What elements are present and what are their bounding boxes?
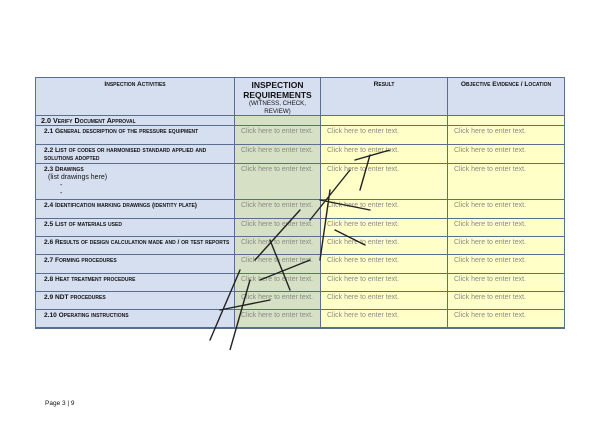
evidence-input[interactable]: Click here to enter text. bbox=[448, 310, 564, 328]
result-input[interactable]: Click here to enter text. bbox=[321, 310, 448, 328]
table-row bbox=[36, 292, 564, 310]
evidence-input[interactable]: Click here to enter text. bbox=[448, 145, 564, 164]
evidence-input[interactable]: Click here to enter text. bbox=[448, 126, 564, 145]
activity-cell bbox=[36, 292, 235, 310]
activity-title: 2.10 Operating instructions bbox=[44, 312, 129, 319]
requirements-input[interactable]: Click here to enter text. bbox=[235, 126, 321, 145]
header-requirements-title: INSPECTION REQUIREMENTS bbox=[243, 80, 312, 100]
requirements-input[interactable]: Click here to enter text. bbox=[235, 219, 321, 237]
activity-body: (list drawings here) bbox=[48, 174, 108, 181]
evidence-input[interactable]: Click here to enter text. bbox=[448, 219, 564, 237]
activity-title: 2.4 Identification marking drawings (identity plate) bbox=[44, 202, 197, 209]
evidence-input[interactable]: Click here to enter text. bbox=[448, 274, 564, 292]
header-inspection-requirements bbox=[235, 78, 321, 116]
requirements-input[interactable]: Click here to enter text. bbox=[235, 292, 321, 310]
section-title: 2.0 Verify Document Approval bbox=[36, 116, 235, 126]
activity-cell bbox=[36, 164, 235, 200]
table-row bbox=[36, 219, 564, 237]
evidence-input[interactable]: Click here to enter text. bbox=[448, 292, 564, 310]
result-input[interactable]: Click here to enter text. bbox=[321, 255, 448, 274]
activity-cell bbox=[36, 310, 235, 328]
table-row bbox=[36, 164, 564, 200]
requirements-input[interactable]: Click here to enter text. bbox=[235, 237, 321, 255]
result-input[interactable]: Click here to enter text. bbox=[321, 126, 448, 145]
table-row bbox=[36, 237, 564, 255]
table-header-row bbox=[36, 78, 564, 116]
evidence-input[interactable]: Click here to enter text. bbox=[448, 200, 564, 219]
activity-title: 2.6 Results of design calculation made and / or test reports bbox=[44, 239, 230, 246]
activity-title: 2.1 General description of the pressure equipment bbox=[44, 128, 199, 135]
activity-title: 2.5 List of materials used bbox=[44, 221, 122, 228]
section-evidence-cell bbox=[448, 116, 564, 126]
table-row bbox=[36, 310, 564, 328]
header-result: Result bbox=[321, 78, 448, 116]
drawing-list-bullet: - bbox=[60, 190, 63, 197]
result-input[interactable]: Click here to enter text. bbox=[321, 219, 448, 237]
requirements-input[interactable]: Click here to enter text. bbox=[235, 200, 321, 219]
result-input[interactable]: Click here to enter text. bbox=[321, 145, 448, 164]
header-inspection-activities: Inspection Activities bbox=[36, 78, 235, 116]
table-row bbox=[36, 145, 564, 164]
section-row bbox=[36, 116, 564, 126]
evidence-input[interactable]: Click here to enter text. bbox=[448, 237, 564, 255]
requirements-input[interactable]: Click here to enter text. bbox=[235, 164, 321, 200]
requirements-input[interactable]: Click here to enter text. bbox=[235, 255, 321, 274]
activity-cell bbox=[36, 219, 235, 237]
result-input[interactable]: Click here to enter text. bbox=[321, 237, 448, 255]
activity-cell bbox=[36, 200, 235, 219]
result-input[interactable]: Click here to enter text. bbox=[321, 274, 448, 292]
requirements-input[interactable]: Click here to enter text. bbox=[235, 310, 321, 328]
result-input[interactable]: Click here to enter text. bbox=[321, 292, 448, 310]
table-row bbox=[36, 200, 564, 219]
activity-cell bbox=[36, 255, 235, 274]
activity-title: 2.9 NDT procedures bbox=[44, 294, 106, 301]
activity-cell bbox=[36, 145, 235, 164]
result-input[interactable]: Click here to enter text. bbox=[321, 200, 448, 219]
section-requirements-cell bbox=[235, 116, 321, 126]
header-objective-evidence: Objective Evidence / Location bbox=[448, 78, 564, 116]
table-row bbox=[36, 255, 564, 274]
rows-container bbox=[36, 126, 564, 328]
table-row bbox=[36, 126, 564, 145]
inspection-table bbox=[35, 77, 565, 329]
activity-title: 2.8 Heat treatment procedure bbox=[44, 276, 136, 283]
requirements-input[interactable]: Click here to enter text. bbox=[235, 145, 321, 164]
header-requirements-sub: (WITNESS, CHECK, REVIEW) bbox=[248, 100, 307, 115]
activity-cell bbox=[36, 126, 235, 145]
requirements-input[interactable]: Click here to enter text. bbox=[235, 274, 321, 292]
activity-title: 2.7 Forming procedures bbox=[44, 257, 117, 264]
table-row bbox=[36, 274, 564, 292]
activity-title: 2.2 List of codes or harmonised standard applied and solutions adopted bbox=[44, 147, 207, 162]
activity-cell bbox=[36, 237, 235, 255]
evidence-input[interactable]: Click here to enter text. bbox=[448, 255, 564, 274]
page-number: Page 3 | 9 bbox=[45, 400, 75, 407]
result-input[interactable]: Click here to enter text. bbox=[321, 164, 448, 200]
activity-cell bbox=[36, 274, 235, 292]
drawing-list-bullet: - bbox=[60, 182, 63, 189]
activity-title: 2.3 Drawings bbox=[44, 166, 84, 173]
section-result-cell bbox=[321, 116, 448, 126]
evidence-input[interactable]: Click here to enter text. bbox=[448, 164, 564, 200]
